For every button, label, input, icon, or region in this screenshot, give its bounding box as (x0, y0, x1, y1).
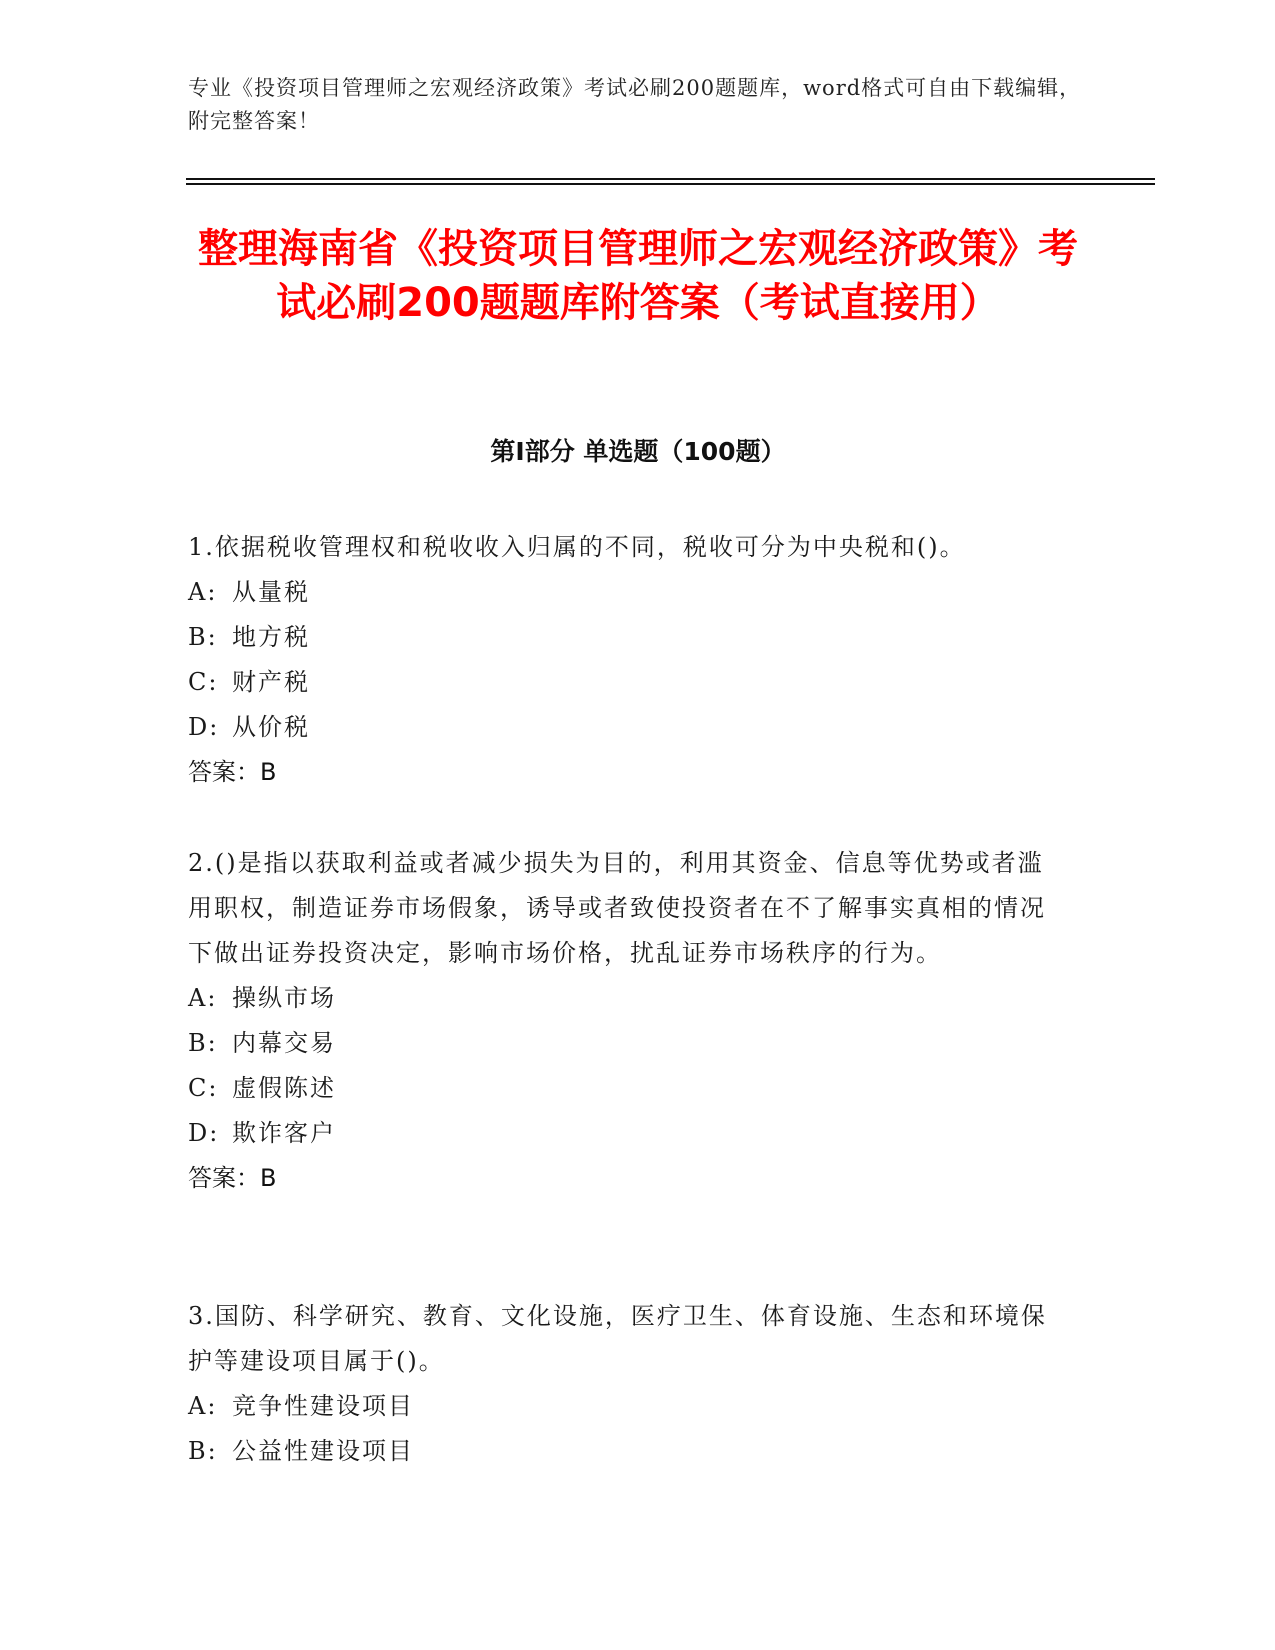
option-c (188, 1066, 1068, 1111)
question-stem: 3.国防、科学研究、教育、文化设施，医疗卫生、体育设施、生态和环境保护等建设项目属于()。 (188, 1302, 1047, 1375)
option-text: 财产税 (232, 668, 310, 696)
option-key: B: (188, 623, 218, 651)
option-a (188, 570, 1068, 615)
section-title: 第I部分 单选题（100题） (490, 437, 786, 466)
option-key: B: (188, 1029, 218, 1057)
answer-line: 答案：B (188, 1164, 277, 1192)
option-key: A: (188, 1392, 218, 1420)
option-key: B: (188, 1437, 218, 1465)
option-text: 虚假陈述 (232, 1074, 336, 1102)
option-b (188, 615, 1068, 660)
option-key: A: (188, 984, 218, 1012)
option-text: 操纵市场 (232, 984, 336, 1012)
question-1 (188, 525, 1068, 795)
option-text: 公益性建设项目 (232, 1437, 414, 1465)
answer-line: 答案：B (188, 758, 277, 786)
question-stem: 1.依据税收管理权和税收收入归属的不同，税收可分为中央税和()。 (188, 533, 966, 561)
option-b (188, 1429, 1068, 1474)
header-divider-bottom (186, 183, 1155, 185)
option-key: C: (188, 668, 219, 696)
option-c (188, 660, 1068, 705)
document-title: 整理海南省《投资项目管理师之宏观经济政策》考试必刷200题题库附答案（考试直接用） (198, 226, 1078, 326)
option-text: 从价税 (232, 713, 310, 741)
option-b (188, 1021, 1068, 1066)
header-divider-top (186, 178, 1155, 180)
option-text: 从量税 (232, 578, 310, 606)
option-key: D: (188, 1119, 220, 1147)
option-key: C: (188, 1074, 219, 1102)
option-text: 内幕交易 (232, 1029, 336, 1057)
option-key: A: (188, 578, 218, 606)
option-d (188, 1111, 1068, 1156)
question-3 (188, 1294, 1068, 1474)
question-2 (188, 841, 1068, 1201)
option-d (188, 705, 1068, 750)
option-a (188, 976, 1068, 1021)
option-text: 欺诈客户 (232, 1119, 336, 1147)
option-key: D: (188, 713, 220, 741)
option-text: 地方税 (232, 623, 310, 651)
header-note: 专业《投资项目管理师之宏观经济政策》考试必刷200题题库，word格式可自由下载编辑，附完整答案！ (188, 76, 1082, 133)
option-a (188, 1384, 1068, 1429)
option-text: 竞争性建设项目 (232, 1392, 414, 1420)
question-stem: 2.()是指以获取利益或者减少损失为目的，利用其资金、信息等优势或者滥用职权，制造证券市场假象，诱导或者致使投资者在不了解事实真相的情况下做出证券投资决定，影响市场价格，扰乱证券市场秩序的行为。 (188, 849, 1046, 967)
